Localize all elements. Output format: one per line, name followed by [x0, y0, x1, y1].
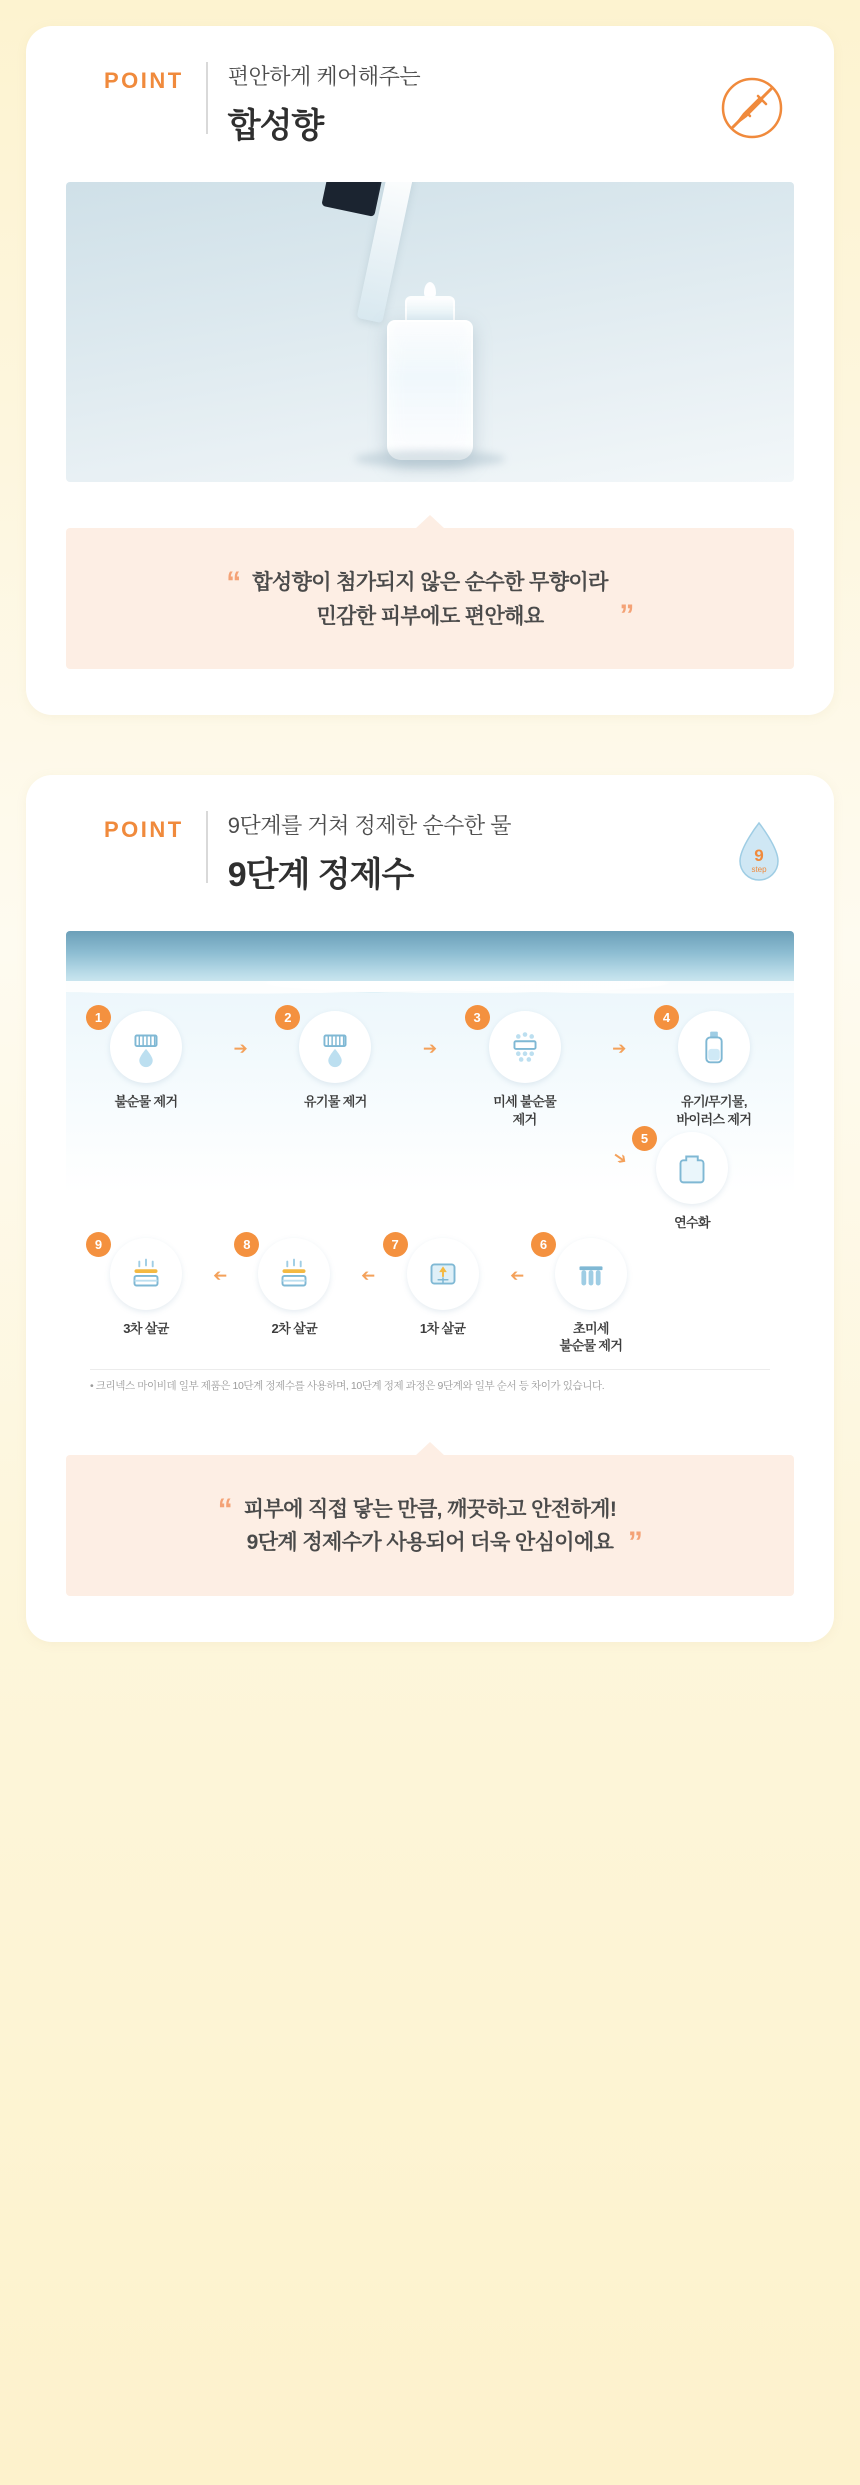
flow-arrow-icon: ➔: [509, 1265, 524, 1285]
quote-open-mark: “: [217, 1492, 233, 1526]
diagram-step: [469, 1011, 581, 1128]
quote-box-2: [66, 1455, 794, 1596]
header-divider: [206, 62, 208, 134]
flow-arrow-icon: ➔: [422, 1039, 438, 1059]
uv-sterilize-icon: [110, 1238, 182, 1310]
step-label: 연수화: [674, 1215, 710, 1231]
quote-text: [226, 566, 634, 633]
step-number: 2: [275, 1005, 300, 1030]
step-label: 유기물 제거: [303, 1094, 367, 1110]
bottle-neck: [405, 296, 455, 322]
step-number: 8: [234, 1232, 259, 1257]
bottle-shadow: [355, 450, 505, 468]
fine-filter-icon: [489, 1011, 561, 1083]
step-label: 초미세 불순물 제거: [559, 1320, 623, 1354]
section-subtitle: 편안하게 케어해주는: [227, 64, 421, 89]
section-header: [66, 60, 794, 152]
quote-line-1: 합성향이 첨가되지 않은 순수한 무향이라: [252, 571, 608, 594]
quote-box: [66, 528, 794, 669]
diagram-step: [535, 1238, 647, 1355]
step-number: 6: [531, 1232, 556, 1257]
diagram-row-1b: [66, 1128, 794, 1232]
diagram-step: [387, 1238, 499, 1338]
header-text-2: [228, 809, 511, 896]
uv-sterilize-icon: [258, 1238, 330, 1310]
diagram-step: [238, 1238, 350, 1338]
point-label: POINT: [104, 68, 184, 93]
quote-line-1: 피부에 직접 닿는 만큼, 깨끗하고 안전하게!: [243, 1497, 617, 1521]
section-subtitle-2: 9단계를 거쳐 정제한 순수한 물: [227, 813, 511, 839]
section-header-2: [66, 809, 794, 901]
no-fragrance-dropper-icon: [720, 76, 784, 140]
section-title: 합성향: [227, 106, 324, 145]
point-card-fragrance: [26, 26, 834, 715]
ultrafine-filter-icon: [555, 1238, 627, 1310]
step-label: 2차 살균: [271, 1320, 318, 1336]
flow-arrow-icon: ➔: [612, 1039, 627, 1059]
step-number: 4: [654, 1005, 679, 1030]
step-label: 미세 불순물 제거: [493, 1094, 557, 1127]
step-number: 1: [86, 1005, 111, 1030]
flow-arrow-icon: ➔: [213, 1265, 228, 1285]
step-label: 불순물 제거: [114, 1094, 178, 1110]
uv-lamp-icon: [407, 1238, 479, 1310]
filter-funnel-icon: [110, 1011, 182, 1083]
filter-funnel-icon: [299, 1011, 371, 1083]
softener-tank-icon: [656, 1132, 728, 1204]
water-surface-banner: [66, 931, 794, 993]
header-divider-2: [206, 811, 208, 883]
serum-bottle: [387, 320, 473, 460]
quote-text-2: [217, 1492, 643, 1560]
nine-step-water-drop-icon: [730, 819, 788, 885]
section-title-2: 9단계 정제수: [227, 855, 414, 894]
point-label-2: POINT: [104, 817, 184, 843]
cartridge-icon: [678, 1011, 750, 1083]
step-label: 3차 살균: [123, 1320, 169, 1336]
step-number: 9: [86, 1232, 111, 1257]
step-number: 5: [632, 1126, 657, 1151]
diagram-step: [279, 1011, 391, 1111]
step-label: 유기/무기물, 바이러스 제거: [676, 1094, 752, 1127]
quote-line-2: 민감한 피부에도 편안해요: [316, 604, 544, 628]
product-photo: [66, 182, 794, 482]
flow-arrow-icon: ➔: [233, 1039, 248, 1059]
diagram-row-1: [66, 993, 794, 1128]
step-number: 3: [465, 1005, 490, 1030]
svg-text:9: 9: [754, 846, 764, 866]
quote-line-2: 9단계 정제수가 사용되어 더욱 안심이에요: [246, 1531, 614, 1555]
quote-close-mark: ”: [627, 1525, 643, 1559]
header-text: [228, 60, 420, 147]
purification-diagram: [66, 931, 794, 1408]
diagram-step: [90, 1238, 202, 1338]
step-label: 1차 살균: [419, 1320, 466, 1336]
flow-arrow-icon: ➔: [361, 1265, 376, 1285]
diagram-step: [636, 1132, 748, 1232]
step-number: 7: [383, 1232, 408, 1257]
quote-close-mark: ”: [619, 599, 634, 633]
svg-text:step: step: [751, 865, 767, 875]
flow-arrow-icon: ➔: [608, 1146, 632, 1171]
quote-open-mark: “: [226, 566, 241, 599]
diagram-footnote: • 크리넥스 마이비데 일부 제품은 10단계 정제수를 사용하며, 10단계 정제 과정은 9단계와 일부 순서 등 차이가 있습니다.: [90, 1369, 770, 1395]
diagram-step: [90, 1011, 202, 1111]
point-card-purified-water: [26, 775, 834, 1642]
diagram-row-2: [66, 1232, 794, 1355]
diagram-step: [658, 1011, 770, 1128]
